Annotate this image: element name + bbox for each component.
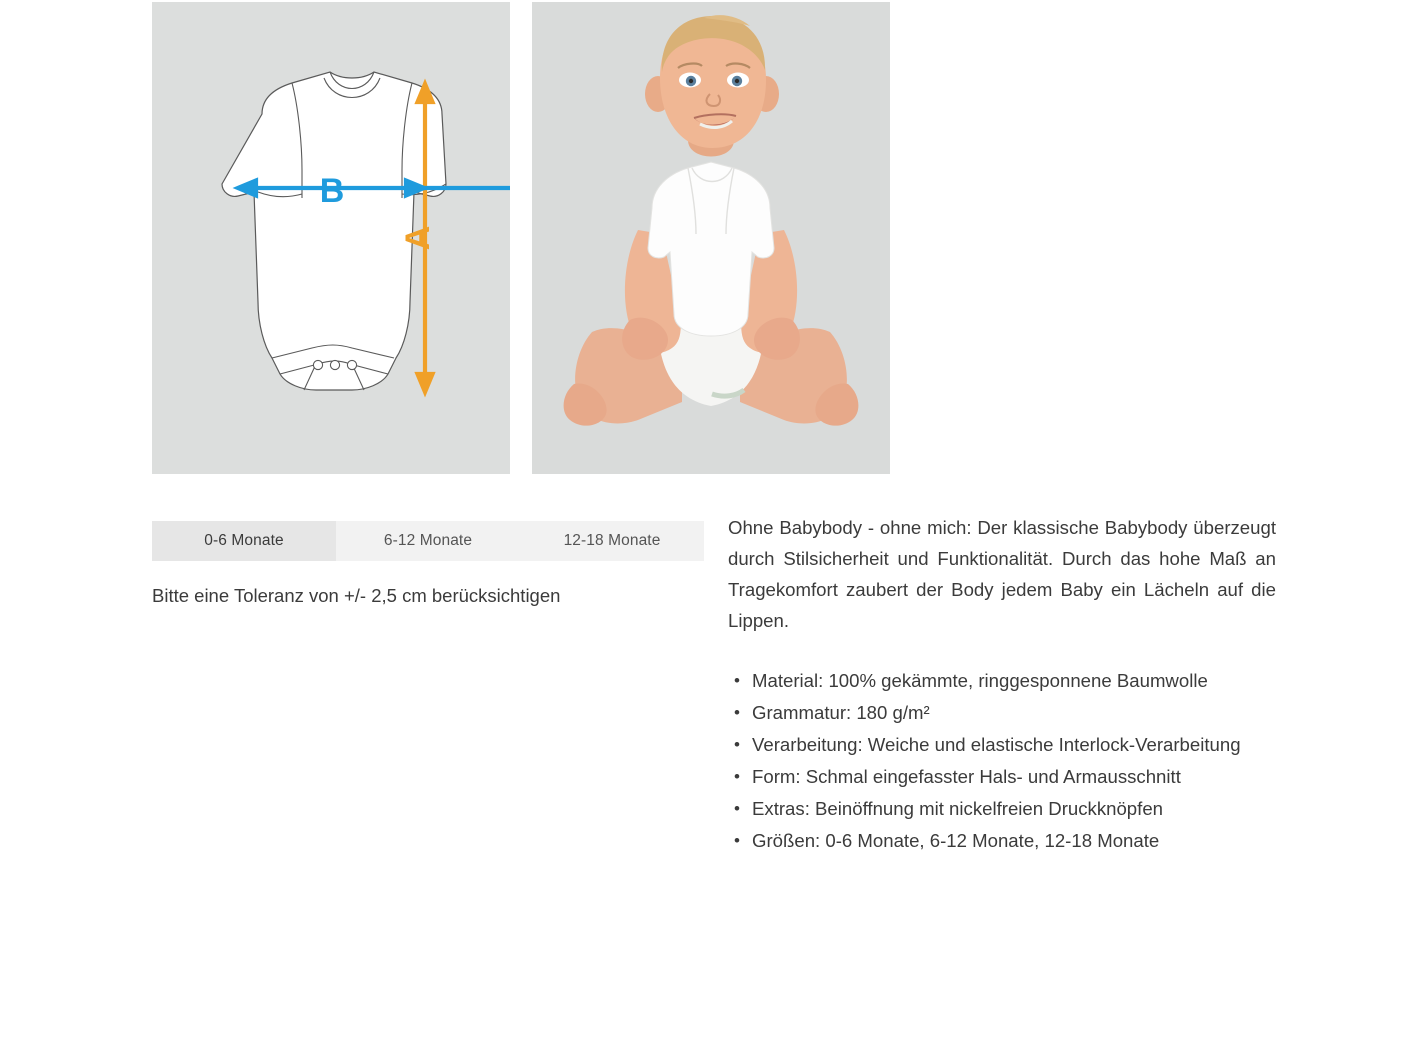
spec-item-grammatur: • Grammatur: 180 g/m²	[728, 697, 1276, 728]
size-tab-6-12-label: 6-12 Monate	[383, 532, 473, 549]
spec-item-verarbeitung: • Verarbeitung: Weiche und elastische Interlock-Verarbeitung	[728, 729, 1276, 760]
size-tab-12-18[interactable]	[520, 521, 704, 561]
product-media-row	[152, 2, 890, 474]
spec-item-groessen: • Größen: 0-6 Monate, 6-12 Monate, 12-18 Monate	[728, 825, 1276, 856]
bodysuit-technical-drawing-icon	[152, 2, 510, 474]
product-photo-image	[532, 2, 890, 474]
measurement-diagram-image	[152, 2, 510, 474]
size-tab-0-6-label: 0-6 Monate	[204, 532, 284, 549]
spec-item-form: • Form: Schmal eingefasster Hals- und Armausschnitt	[728, 761, 1276, 792]
measure-label-b: B	[319, 172, 345, 210]
size-tab-6-12[interactable]	[336, 521, 520, 561]
product-description	[728, 512, 1276, 857]
size-tab-group[interactable]	[152, 521, 704, 561]
spec-item-extras: • Extras: Beinöffnung mit nickelfreien Druckknöpfen	[728, 793, 1276, 824]
spec-item-material: • Material: 100% gekämmte, ringgesponnene Baumwolle	[728, 665, 1276, 696]
tolerance-note: Bitte eine Toleranz von +/- 2,5 cm berücksichtigen	[152, 585, 561, 606]
size-tab-0-6[interactable]	[152, 521, 336, 561]
description-intro: Ohne Babybody - ohne mich: Der klassische Babybody überzeugt durch Stilsicherheit und Funktionalität. Durch das hohe Maß an Tragekomfort zaubert der Body jedem Baby ein Lächeln auf die Lippen.	[728, 517, 1276, 631]
specification-list	[728, 665, 1276, 856]
baby-photo-illustration-icon	[532, 2, 890, 474]
measure-label-a: A	[399, 225, 437, 251]
size-tab-12-18-label: 12-18 Monate	[563, 532, 661, 549]
